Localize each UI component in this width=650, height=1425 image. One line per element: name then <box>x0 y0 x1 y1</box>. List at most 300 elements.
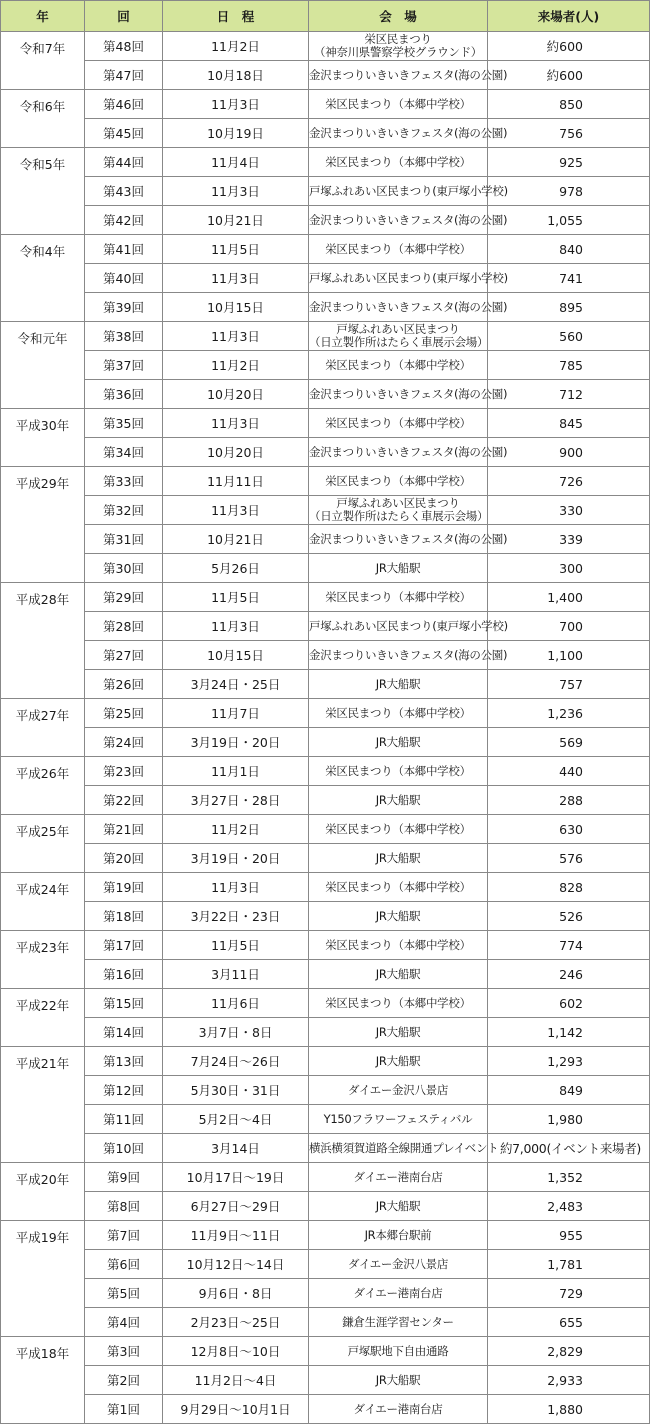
date-cell: 11月6日 <box>163 989 309 1018</box>
visitors-cell: 330 <box>488 496 650 525</box>
date-cell: 11月4日 <box>163 148 309 177</box>
venue-line: JR大船駅 <box>375 966 421 981</box>
venue-line: 栄区民まつり（本郷中学校） <box>325 763 471 778</box>
venue-cell <box>309 177 508 206</box>
venue-line: 栄区民まつり（本郷中学校） <box>325 357 471 372</box>
date-cell: 12月8日～10日 <box>163 1337 309 1366</box>
date-cell: 10月21日 <box>163 206 309 235</box>
year-cell: 平成30年 <box>1 409 85 467</box>
session-cell: 第30回 <box>85 554 163 583</box>
table-row <box>1 264 650 293</box>
session-cell: 第48回 <box>85 32 163 61</box>
visitors-cell: 440 <box>488 757 650 786</box>
session-cell: 第19回 <box>85 873 163 902</box>
table-row <box>1 1105 650 1134</box>
table-row <box>1 931 650 960</box>
venue-cell <box>309 902 488 931</box>
venue-line: 横浜横須賀道路全線開通プレイベント <box>309 1140 499 1155</box>
venue-cell <box>309 380 508 409</box>
venue-line: 栄区民まつり（本郷中学校） <box>325 705 471 720</box>
header-year: 年 <box>1 1 85 32</box>
visitors-cell: 741 <box>488 264 650 293</box>
session-cell: 第29回 <box>85 583 163 612</box>
header-date: 日 程 <box>163 1 309 32</box>
table-row <box>1 960 650 989</box>
date-cell: 3月24日・25日 <box>163 670 309 699</box>
session-cell: 第1回 <box>85 1395 163 1424</box>
visitors-cell: 712 <box>488 380 650 409</box>
venue-line: ダイエー金沢八景店 <box>347 1082 449 1097</box>
table-row <box>1 525 650 554</box>
date-cell: 9月6日・8日 <box>163 1279 309 1308</box>
venue-cell <box>309 32 488 61</box>
table-row <box>1 1192 650 1221</box>
session-cell: 第28回 <box>85 612 163 641</box>
venue-cell <box>309 1395 488 1424</box>
visitors-cell: 300 <box>488 554 650 583</box>
date-cell: 11月3日 <box>163 612 309 641</box>
visitors-cell: 526 <box>488 902 650 931</box>
table-row <box>1 235 650 264</box>
venue-cell <box>309 728 488 757</box>
visitors-cell: 1,400 <box>488 583 650 612</box>
venue-cell <box>309 670 488 699</box>
venue-line: 栄区民まつり（本郷中学校） <box>325 995 471 1010</box>
venue-cell <box>309 931 488 960</box>
table-row <box>1 1308 650 1337</box>
venue-line: （日立製作所はたらく車展示会場） <box>309 509 489 523</box>
table-row <box>1 1250 650 1279</box>
session-cell: 第23回 <box>85 757 163 786</box>
venue-line: 栄区民まつり <box>364 32 432 46</box>
date-cell: 11月3日 <box>163 177 309 206</box>
venue-cell <box>309 467 488 496</box>
session-cell: 第6回 <box>85 1250 163 1279</box>
venue-line: 戸塚ふれあい区民まつり(東戸塚小学校) <box>309 270 508 285</box>
venue-line: JR大船駅 <box>375 1198 421 1213</box>
venue-cell <box>309 61 508 90</box>
venue-cell <box>309 438 508 467</box>
venue-line: 栄区民まつり（本郷中学校） <box>325 879 471 894</box>
venue-line: 金沢まつりいきいきフェスタ(海の公園) <box>309 386 508 401</box>
date-cell: 11月5日 <box>163 583 309 612</box>
date-cell: 5月26日 <box>163 554 309 583</box>
visitors-cell: 602 <box>488 989 650 1018</box>
venue-line: 栄区民まつり（本郷中学校） <box>325 154 471 169</box>
session-cell: 第11回 <box>85 1105 163 1134</box>
year-cell: 令和元年 <box>1 322 85 409</box>
table-row <box>1 728 650 757</box>
venue-cell <box>309 583 488 612</box>
session-cell: 第35回 <box>85 409 163 438</box>
venue-cell <box>309 699 488 728</box>
venue-cell <box>309 1366 488 1395</box>
date-cell: 3月14日 <box>163 1134 309 1163</box>
visitors-cell: 2,933 <box>488 1366 650 1395</box>
date-cell: 3月7日・8日 <box>163 1018 309 1047</box>
venue-cell <box>309 351 488 380</box>
visitors-cell: 約7,000(イベント来場者) <box>488 1134 650 1163</box>
visitors-cell: 955 <box>488 1221 650 1250</box>
session-cell: 第2回 <box>85 1366 163 1395</box>
visitors-cell: 576 <box>488 844 650 873</box>
venue-cell <box>309 1221 488 1250</box>
date-cell: 10月18日 <box>163 61 309 90</box>
session-cell: 第18回 <box>85 902 163 931</box>
visitors-cell: 1,880 <box>488 1395 650 1424</box>
visitors-cell: 約600 <box>488 61 650 90</box>
table-row <box>1 1163 650 1192</box>
visitors-cell: 1,142 <box>488 1018 650 1047</box>
date-cell: 10月20日 <box>163 380 309 409</box>
visitors-cell: 246 <box>488 960 650 989</box>
table-row <box>1 32 650 61</box>
table-row <box>1 467 650 496</box>
table-row <box>1 1366 650 1395</box>
date-cell: 11月3日 <box>163 409 309 438</box>
venue-line: 戸塚ふれあい区民まつり(東戸塚小学校) <box>309 618 508 633</box>
venue-line: JR大船駅 <box>375 1024 421 1039</box>
session-cell: 第43回 <box>85 177 163 206</box>
venue-line: ダイエー金沢八景店 <box>347 1256 449 1271</box>
visitors-cell: 729 <box>488 1279 650 1308</box>
venue-cell <box>309 1308 488 1337</box>
session-cell: 第33回 <box>85 467 163 496</box>
session-cell: 第27回 <box>85 641 163 670</box>
session-cell: 第8回 <box>85 1192 163 1221</box>
venue-cell <box>309 786 488 815</box>
venue-line: ダイエー港南台店 <box>353 1169 443 1184</box>
venue-cell <box>309 1279 488 1308</box>
session-cell: 第12回 <box>85 1076 163 1105</box>
session-cell: 第47回 <box>85 61 163 90</box>
session-cell: 第41回 <box>85 235 163 264</box>
visitors-cell: 1,100 <box>488 641 650 670</box>
year-cell: 平成24年 <box>1 873 85 931</box>
venue-cell <box>309 264 508 293</box>
date-cell: 11月3日 <box>163 90 309 119</box>
visitors-cell: 2,829 <box>488 1337 650 1366</box>
visitors-cell: 655 <box>488 1308 650 1337</box>
table-row <box>1 322 650 351</box>
table-row <box>1 1395 650 1424</box>
table-row <box>1 61 650 90</box>
session-cell: 第10回 <box>85 1134 163 1163</box>
venue-line: JR大船駅 <box>375 908 421 923</box>
venue-line: 戸塚ふれあい区民まつり <box>336 322 460 336</box>
venue-line: （日立製作所はたらく車展示会場） <box>309 335 489 349</box>
table-header <box>1 1 650 32</box>
venue-line: 栄区民まつり（本郷中学校） <box>325 473 471 488</box>
date-cell: 3月19日・20日 <box>163 728 309 757</box>
visitors-cell: 339 <box>488 525 650 554</box>
visitors-cell: 1,236 <box>488 699 650 728</box>
visitors-cell: 560 <box>488 322 650 351</box>
venue-line: 戸塚駅地下自由通路 <box>347 1343 449 1358</box>
header-session: 回 <box>85 1 163 32</box>
session-cell: 第44回 <box>85 148 163 177</box>
date-cell: 2月23日～25日 <box>163 1308 309 1337</box>
date-cell: 3月11日 <box>163 960 309 989</box>
date-cell: 6月27日～29日 <box>163 1192 309 1221</box>
session-cell: 第5回 <box>85 1279 163 1308</box>
venue-line: 栄区民まつり（本郷中学校） <box>325 415 471 430</box>
header-venue: 会 場 <box>309 1 488 32</box>
session-cell: 第16回 <box>85 960 163 989</box>
venue-cell <box>309 1337 488 1366</box>
year-cell: 令和6年 <box>1 90 85 148</box>
session-cell: 第32回 <box>85 496 163 525</box>
venue-line: JR大船駅 <box>375 1372 421 1387</box>
visitors-cell: 約600 <box>488 32 650 61</box>
date-cell: 10月15日 <box>163 641 309 670</box>
venue-cell <box>309 1076 488 1105</box>
table-row <box>1 1076 650 1105</box>
year-cell: 令和7年 <box>1 32 85 90</box>
year-cell: 平成27年 <box>1 699 85 757</box>
venue-cell <box>309 148 488 177</box>
venue-cell <box>309 235 488 264</box>
date-cell: 11月7日 <box>163 699 309 728</box>
venue-line: 栄区民まつり（本郷中学校） <box>325 241 471 256</box>
table-row <box>1 786 650 815</box>
visitors-cell: 756 <box>488 119 650 148</box>
table-row <box>1 815 650 844</box>
visitors-cell: 726 <box>488 467 650 496</box>
date-cell: 10月20日 <box>163 438 309 467</box>
venue-cell <box>309 1250 488 1279</box>
date-cell: 3月19日・20日 <box>163 844 309 873</box>
date-cell: 11月3日 <box>163 264 309 293</box>
venue-line: JR大船駅 <box>375 1053 421 1068</box>
date-cell: 11月5日 <box>163 235 309 264</box>
venue-cell <box>309 1047 488 1076</box>
session-cell: 第36回 <box>85 380 163 409</box>
table-row <box>1 148 650 177</box>
table-row <box>1 699 650 728</box>
table-body <box>1 32 650 1424</box>
visitors-cell: 849 <box>488 1076 650 1105</box>
year-cell: 平成23年 <box>1 931 85 989</box>
table-row <box>1 351 650 380</box>
date-cell: 11月1日 <box>163 757 309 786</box>
session-cell: 第39回 <box>85 293 163 322</box>
visitors-cell: 840 <box>488 235 650 264</box>
venue-line: 戸塚ふれあい区民まつり(東戸塚小学校) <box>309 183 508 198</box>
year-cell: 平成19年 <box>1 1221 85 1337</box>
table-row <box>1 612 650 641</box>
date-cell: 9月29日～10月1日 <box>163 1395 309 1424</box>
venue-cell <box>309 1105 488 1134</box>
venue-cell <box>309 1018 488 1047</box>
date-cell: 10月12日～14日 <box>163 1250 309 1279</box>
venue-line: 戸塚ふれあい区民まつり <box>336 496 460 510</box>
session-cell: 第4回 <box>85 1308 163 1337</box>
date-cell: 10月19日 <box>163 119 309 148</box>
date-cell: 11月3日 <box>163 322 309 351</box>
venue-line: 栄区民まつり（本郷中学校） <box>325 589 471 604</box>
date-cell: 10月17日～19日 <box>163 1163 309 1192</box>
session-cell: 第21回 <box>85 815 163 844</box>
table-row <box>1 844 650 873</box>
visitors-cell: 850 <box>488 90 650 119</box>
table-row <box>1 641 650 670</box>
session-cell: 第34回 <box>85 438 163 467</box>
venue-line: 金沢まつりいきいきフェスタ(海の公園) <box>309 125 508 140</box>
date-cell: 11月2日 <box>163 32 309 61</box>
visitors-cell: 1,352 <box>488 1163 650 1192</box>
visitors-cell: 1,055 <box>488 206 650 235</box>
date-cell: 7月24日～26日 <box>163 1047 309 1076</box>
session-cell: 第38回 <box>85 322 163 351</box>
date-cell: 5月30日・31日 <box>163 1076 309 1105</box>
session-cell: 第17回 <box>85 931 163 960</box>
header-visitors: 来場者(人) <box>488 1 650 32</box>
venue-cell <box>309 641 508 670</box>
table-row <box>1 902 650 931</box>
visitors-cell: 1,980 <box>488 1105 650 1134</box>
year-cell: 平成20年 <box>1 1163 85 1221</box>
visitors-cell: 828 <box>488 873 650 902</box>
year-cell: 令和5年 <box>1 148 85 235</box>
venue-cell <box>309 554 488 583</box>
table-row <box>1 90 650 119</box>
venue-line: 金沢まつりいきいきフェスタ(海の公園) <box>309 531 508 546</box>
session-cell: 第15回 <box>85 989 163 1018</box>
venue-cell <box>309 1134 499 1163</box>
year-cell: 平成21年 <box>1 1047 85 1163</box>
table-row <box>1 670 650 699</box>
venue-cell <box>309 1163 488 1192</box>
table-row <box>1 1047 650 1076</box>
table-row <box>1 409 650 438</box>
date-cell: 11月9日～11日 <box>163 1221 309 1250</box>
session-cell: 第25回 <box>85 699 163 728</box>
session-cell: 第22回 <box>85 786 163 815</box>
venue-line: 鎌倉生涯学習センター <box>342 1314 454 1329</box>
date-cell: 11月2日 <box>163 815 309 844</box>
table-row <box>1 438 650 467</box>
visitors-cell: 569 <box>488 728 650 757</box>
venue-line: 栄区民まつり（本郷中学校） <box>325 937 471 952</box>
header-row <box>1 1 650 32</box>
table-row <box>1 496 650 525</box>
venue-line: 金沢まつりいきいきフェスタ(海の公園) <box>309 212 508 227</box>
visitors-cell: 845 <box>488 409 650 438</box>
table-row <box>1 380 650 409</box>
year-cell: 平成29年 <box>1 467 85 583</box>
venue-cell <box>309 293 508 322</box>
visitors-cell: 288 <box>488 786 650 815</box>
venue-cell <box>309 1192 488 1221</box>
venue-cell <box>309 844 488 873</box>
venue-cell <box>309 815 488 844</box>
table-row <box>1 206 650 235</box>
visitors-cell: 630 <box>488 815 650 844</box>
venue-cell <box>309 206 508 235</box>
table-row <box>1 293 650 322</box>
venue-cell <box>309 322 488 351</box>
venue-cell <box>309 612 508 641</box>
venue-line: 金沢まつりいきいきフェスタ(海の公園) <box>309 444 508 459</box>
session-cell: 第20回 <box>85 844 163 873</box>
venue-line: ダイエー港南台店 <box>353 1401 443 1416</box>
session-cell: 第26回 <box>85 670 163 699</box>
venue-line: JR大船駅 <box>375 734 421 749</box>
session-cell: 第42回 <box>85 206 163 235</box>
date-cell: 11月2日～4日 <box>163 1366 309 1395</box>
venue-line: 金沢まつりいきいきフェスタ(海の公園) <box>309 67 508 82</box>
session-cell: 第45回 <box>85 119 163 148</box>
venue-line: JR大船駅 <box>375 560 421 575</box>
year-cell: 平成18年 <box>1 1337 85 1424</box>
venue-cell <box>309 119 508 148</box>
venue-cell <box>309 409 488 438</box>
venue-line: Y150フラワーフェスティバル <box>323 1111 473 1126</box>
date-cell: 10月21日 <box>163 525 309 554</box>
year-cell: 令和4年 <box>1 235 85 322</box>
venue-cell <box>309 757 488 786</box>
session-cell: 第13回 <box>85 1047 163 1076</box>
venue-cell <box>309 525 508 554</box>
venue-cell <box>309 989 488 1018</box>
venue-line: ダイエー港南台店 <box>353 1285 443 1300</box>
session-cell: 第14回 <box>85 1018 163 1047</box>
session-cell: 第46回 <box>85 90 163 119</box>
visitors-cell: 1,781 <box>488 1250 650 1279</box>
session-cell: 第31回 <box>85 525 163 554</box>
year-cell: 平成26年 <box>1 757 85 815</box>
date-cell: 5月2日～4日 <box>163 1105 309 1134</box>
visitors-cell: 925 <box>488 148 650 177</box>
venue-line: JR大船駅 <box>375 850 421 865</box>
venue-line: （神奈川県警察学校グラウンド） <box>314 45 482 59</box>
venue-line: 金沢まつりいきいきフェスタ(海の公園) <box>309 299 508 314</box>
session-cell: 第7回 <box>85 1221 163 1250</box>
visitors-cell: 785 <box>488 351 650 380</box>
visitors-cell: 2,483 <box>488 1192 650 1221</box>
visitors-cell: 757 <box>488 670 650 699</box>
table-row <box>1 1337 650 1366</box>
table-row <box>1 1279 650 1308</box>
date-cell: 3月27日・28日 <box>163 786 309 815</box>
table-row <box>1 873 650 902</box>
session-cell: 第40回 <box>85 264 163 293</box>
visitors-cell: 895 <box>488 293 650 322</box>
venue-line: JR本郷台駅前 <box>364 1227 432 1242</box>
table-row <box>1 757 650 786</box>
venue-line: JR大船駅 <box>375 792 421 807</box>
year-cell: 平成22年 <box>1 989 85 1047</box>
venue-line: 栄区民まつり（本郷中学校） <box>325 96 471 111</box>
table-row <box>1 1221 650 1250</box>
table-row <box>1 989 650 1018</box>
session-cell: 第3回 <box>85 1337 163 1366</box>
venue-cell <box>309 90 488 119</box>
date-cell: 11月5日 <box>163 931 309 960</box>
year-cell: 平成25年 <box>1 815 85 873</box>
date-cell: 11月2日 <box>163 351 309 380</box>
table-row <box>1 554 650 583</box>
visitors-cell: 774 <box>488 931 650 960</box>
date-cell: 3月22日・23日 <box>163 902 309 931</box>
session-cell: 第9回 <box>85 1163 163 1192</box>
session-cell: 第24回 <box>85 728 163 757</box>
table-row <box>1 119 650 148</box>
table-row <box>1 177 650 206</box>
venue-line: JR大船駅 <box>375 676 421 691</box>
date-cell: 11月3日 <box>163 873 309 902</box>
